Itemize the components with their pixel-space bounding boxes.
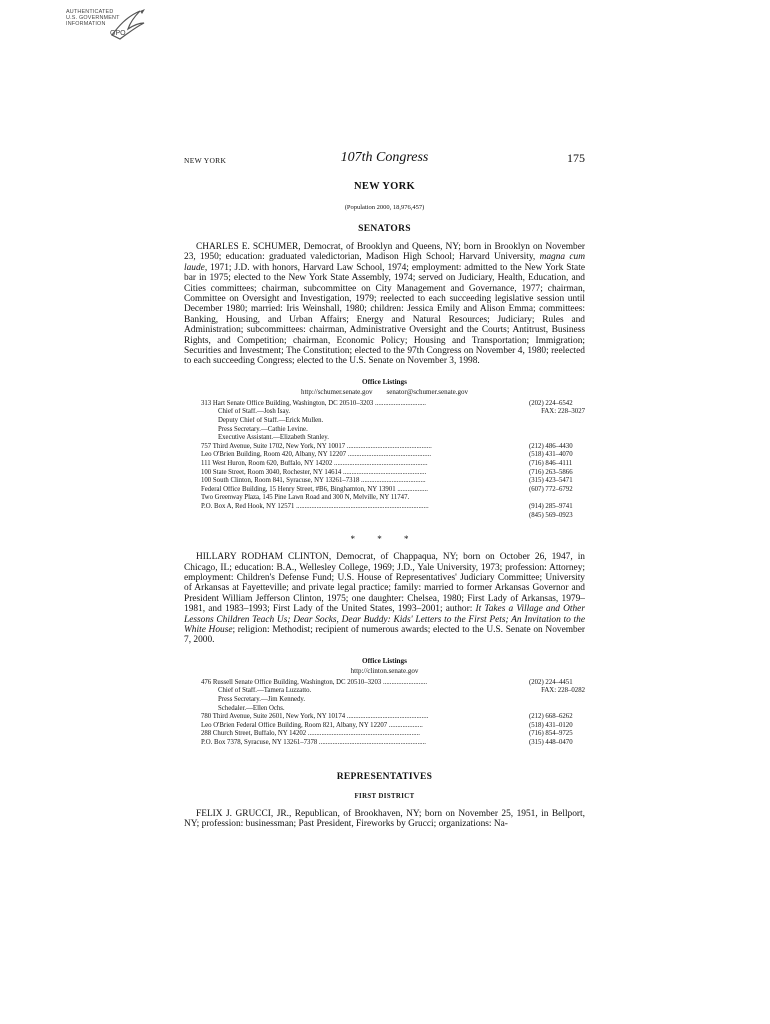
office-listings-title: Office Listings bbox=[362, 656, 407, 665]
population-note: (Population 2000, 18,976,457) bbox=[344, 204, 425, 211]
running-header bbox=[184, 150, 585, 170]
state-title: NEW YORK bbox=[353, 181, 416, 192]
office-address: 100 South Clinton, Room 841, Syracuse, NY 13261–7318 ...................................... bbox=[201, 477, 426, 485]
grucci-bio: FELIX J. GRUCCI, JR., Republican, of Brookhaven, NY; born on November 25, 1951, in Bellport, NY; profession: businessman; Past President, Fireworks by Grucci; organizations: Na- bbox=[184, 808, 585, 829]
district-heading: FIRST DISTRICT bbox=[354, 792, 415, 800]
office-address: 100 State Street, Room 3040, Rochester, NY 14614 ................................................. bbox=[201, 468, 427, 476]
office-address: 111 West Huron, Room 620, Buffalo, NY 14202 ....................................................... bbox=[201, 460, 428, 468]
website-link[interactable]: http://schumer.senate.gov bbox=[300, 387, 373, 396]
office-listings-title: Office Listings bbox=[362, 377, 407, 386]
page-number: 175 bbox=[567, 151, 585, 165]
bio-text: , 1971; J.D. with honors, Harvard Law School, 1974; employment: admitted to the New York State bar in 1975; elected to the New York State Assembly, 1974; served on Judiciary, Health, Education, and Cities committees; chairman, subcommittee on City Management and Governance, 1977; chairman, Committee on Oversight and Investigation, 1979; reelected to each succeeding legislative session until December 1980; married: Iris Weinshall, 1980; children: Jessica Emily and Alison Emma; committees: Banking, Housing, and Urban Affairs; Energy and Natural Resources; Judiciary; Rules and Administration; subcommittees: chairman, Administrative Oversight and the Courts; Antitrust, Business Rights, and Competition; chairman, Economic Policy; Housing and Transportation; Immigration; Securities and Investment; The Constitution; elected to the 97th Congress on November 4, 1980; reelected to each succeeding Congress; elected to the U.S. Senate on November 3, 1998. bbox=[184, 262, 585, 367]
office-row bbox=[184, 434, 585, 443]
office-phone: (202) 224–4451 bbox=[529, 678, 573, 686]
office-address: Federal Office Building, 15 Henry Street, #B6, Binghamton, NY 13901 .................. bbox=[201, 485, 428, 493]
office-address: P.O. Box 7378, Syracuse, NY 13261–7378 ............................................................... bbox=[201, 739, 426, 746]
office-phone: (315) 448–0470 bbox=[529, 739, 573, 746]
office-phone: FAX: 228–3027 bbox=[541, 408, 585, 416]
schumer-bio bbox=[184, 242, 585, 367]
section-separator: * * * bbox=[350, 534, 419, 545]
office-row bbox=[184, 426, 585, 435]
office-phone: FAX: 228–0282 bbox=[541, 687, 585, 695]
header-congress: 107th Congress bbox=[340, 150, 429, 165]
office-row bbox=[184, 705, 585, 714]
website-link[interactable]: http://clinton.senate.gov bbox=[350, 666, 419, 675]
office-address: Two Greenway Plaza, 145 Pine Lawn Road and 300 N, Melville, NY 11747. bbox=[201, 494, 410, 502]
office-phone: (716) 854–9725 bbox=[529, 730, 573, 738]
office-row bbox=[184, 696, 585, 705]
office-address: 288 Church Street, Buffalo, NY 14202 .................................................................. bbox=[201, 730, 420, 738]
office-address: 476 Russell Senate Office Building, Washington, DC 20510–3203 .......................... bbox=[201, 678, 428, 686]
office-address: 780 Third Avenue, Suite 2601, New York, NY 10174 ................................................ bbox=[201, 713, 429, 721]
office-row bbox=[184, 443, 585, 452]
staff-entry: Chief of Staff.—Josh Isay. bbox=[218, 408, 291, 416]
bio-text: CHARLES E. SCHUMER, Democrat, of Brooklyn and Queens, NY; born in Brooklyn on November 23, 1950; education: graduated valedictorian, Madison High School; Harvard University, bbox=[184, 242, 585, 263]
senators-heading: SENATORS bbox=[358, 224, 411, 234]
staff-entry: Deputy Chief of Staff.—Erick Mullen. bbox=[218, 417, 324, 425]
office-address: Leo O'Brien Building, Room 420, Albany, NY 12207 ................................................. bbox=[201, 451, 432, 459]
email-link[interactable]: senator@schumer.senate.gov bbox=[386, 387, 469, 396]
staff-entry: Executive Assistant.—Elizabeth Stanley. bbox=[218, 434, 329, 442]
office-address: 757 Third Avenue, Suite 1702, New York, NY 10017 .................................................. bbox=[201, 442, 432, 450]
office-row bbox=[184, 687, 585, 696]
office-address bbox=[184, 512, 519, 521]
seal-gpo: GPO bbox=[110, 30, 126, 37]
staff-entry: Press Secretary.—Jim Kennedy. bbox=[218, 696, 306, 704]
staff-entry: Chief of Staff.—Tamera Luzzatto. bbox=[218, 687, 312, 695]
seal-line: AUTHENTICATED bbox=[66, 9, 114, 15]
office-row bbox=[184, 494, 585, 503]
header-state: NEW YORK bbox=[184, 156, 227, 165]
directory-page bbox=[184, 150, 585, 829]
office-row bbox=[184, 503, 585, 512]
office-phone: (518) 431–4070 bbox=[529, 451, 573, 459]
seal-line: U.S. GOVERNMENT bbox=[66, 15, 120, 21]
office-phone: (212) 486–4430 bbox=[529, 442, 573, 450]
schumer-contact bbox=[184, 388, 585, 396]
office-row bbox=[184, 477, 585, 486]
bio-italic: magna cum laude bbox=[184, 252, 585, 273]
office-row bbox=[184, 730, 585, 739]
office-row bbox=[184, 679, 585, 688]
office-phone: (716) 263–5866 bbox=[529, 468, 573, 476]
office-phone: (716) 846–4111 bbox=[529, 460, 573, 468]
office-phone: (607) 772–6792 bbox=[529, 485, 573, 493]
office-phone bbox=[536, 696, 546, 705]
office-phone: (518) 431–0120 bbox=[529, 721, 573, 729]
office-phone bbox=[536, 434, 546, 443]
office-row bbox=[184, 722, 585, 731]
eagle-icon bbox=[104, 5, 148, 45]
office-phone: (845) 569–0923 bbox=[529, 511, 573, 519]
office-row bbox=[184, 417, 585, 426]
bio-text: HILLARY RODHAM CLINTON, Democrat, of Chappaqua, NY; born on October 26, 1947, in Chicago, IL; education: B.A., Wellesley College, 1969; J.D., Yale University, 1973; profession: Attorney; employment: Children's Defense Fund; U.S. House of Representatives' Judiciary Committee; University of Arkansas at Fayetteville; and private legal practice; family: married to former Arkansas Governor and President William Jefferson Clinton, 1975; one daughter: Chelsea, 1980; First Lady of Arkansas, 1979–1981, and 1983–1993; First Lady of the United States, 1993–2001; author: bbox=[184, 552, 585, 615]
gpo-authentication-seal bbox=[62, 5, 148, 45]
bio-italic: It Takes a Village and Other Lessons Children Teach Us; Dear Socks, Dear Buddy: Kids' Letters to the First Pets; An Invitation to the White House bbox=[184, 604, 585, 636]
office-row bbox=[184, 460, 585, 469]
office-phone: (212) 668–6262 bbox=[529, 713, 573, 721]
schumer-office-list bbox=[184, 400, 585, 520]
office-phone: (315) 423–5471 bbox=[529, 477, 573, 485]
office-row bbox=[184, 451, 585, 460]
office-address: P.O. Box A, Red Hook, NY 12571 .............................................................................. bbox=[201, 503, 429, 510]
office-row bbox=[184, 408, 585, 417]
office-address: Leo O'Brien Federal Office Building, Room 821, Albany, NY 12207 .................... bbox=[201, 721, 423, 729]
office-row bbox=[184, 469, 585, 478]
office-row bbox=[184, 713, 585, 722]
office-phone bbox=[536, 426, 546, 435]
staff-entry: Press Secretary.—Cathie Levine. bbox=[218, 425, 308, 433]
office-phone bbox=[536, 705, 546, 714]
office-phone: (914) 285–9741 bbox=[529, 503, 573, 510]
clinton-office-list bbox=[184, 679, 585, 748]
clinton-contact bbox=[184, 667, 585, 675]
office-phone bbox=[536, 417, 546, 426]
seal-line: INFORMATION bbox=[66, 21, 106, 27]
clinton-bio bbox=[184, 552, 585, 646]
office-row bbox=[184, 400, 585, 409]
bio-text: ; religion: Methodist; recipient of numerous awards; elected to the U.S. Senate on November 7, 2000. bbox=[184, 625, 585, 646]
office-row bbox=[184, 486, 585, 495]
office-address: 313 Hart Senate Office Building, Washington, DC 20510–3203 .............................. bbox=[201, 399, 426, 407]
representatives-heading: REPRESENTATIVES bbox=[336, 771, 433, 782]
office-row bbox=[184, 739, 585, 748]
office-row bbox=[184, 512, 585, 521]
staff-entry: Schedaler.—Ellen Ochs. bbox=[218, 704, 285, 712]
office-phone: (202) 224–6542 bbox=[529, 399, 573, 407]
office-phone bbox=[519, 494, 529, 503]
